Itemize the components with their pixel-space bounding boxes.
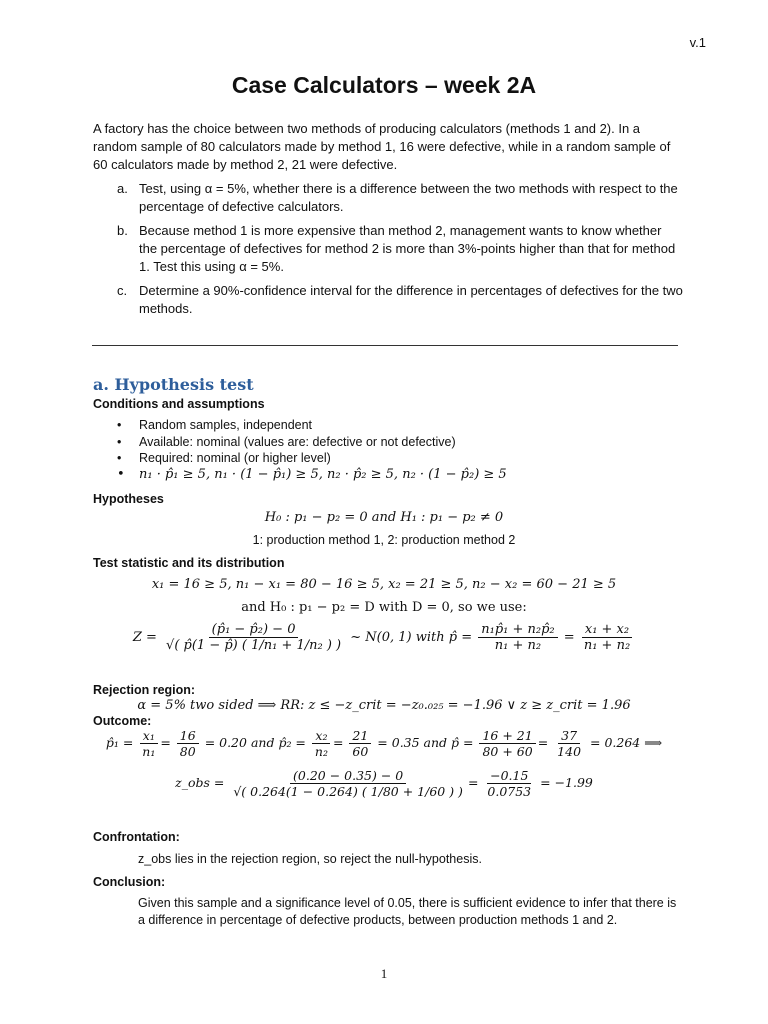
p2-f2-num: 21 (349, 728, 371, 744)
phat2-denominator: n₁ + n₂ (583, 638, 631, 653)
zobs-denominator: √( 0.264(1 − 0.264) ( 1/80 + 1/60 ) ) (233, 784, 463, 799)
p1-f2-num: 16 (177, 728, 199, 744)
p-fraction-2 (554, 728, 584, 759)
question-text: Determine a 90%-confidence interval for the difference in percentages of defectives for the two methods. (139, 283, 683, 316)
p1-f1-num: x₁ (140, 728, 158, 744)
rejection-label: Rejection region: (93, 683, 196, 697)
conclusion-label: Conclusion: (93, 875, 166, 889)
conditions-list (113, 417, 673, 483)
p-f2-num: 37 (558, 728, 580, 744)
intro-paragraph: A factory has the choice between two methods of producing calculators (methods 1 and 2). In a random sample of 80 calculators made by method 1, 16 were defective, while in a random sample of 60 calculators made by method 2, 21 were defective. (93, 121, 671, 172)
z-distribution: ~ N(0, 1) with p̂ = (350, 630, 473, 645)
p1-f2-den: 80 (179, 744, 196, 759)
p-value: = 0.264 ⟹ (590, 735, 663, 750)
hypotheses-note: 1: production method 1, 2: production method 2 (252, 533, 516, 547)
p2-lhs: p̂₂ = (278, 735, 306, 750)
question-label: b. (117, 223, 128, 238)
p2-f2-den: 60 (352, 744, 369, 759)
question-label: a. (117, 181, 128, 196)
test-statistic-hypothesis: and H₀ : p₁ − p₂ = D with D = 0, so we use: (241, 600, 527, 615)
test-statistic-label: Test statistic and its distribution (93, 556, 285, 570)
p-f1-den: 80 + 60 (482, 744, 533, 759)
section-heading: a. Hypothesis test (93, 375, 254, 394)
zobs-equation: z_obs = $\frac{(0.20 - 0.35) - 0}{√( 0.264(1 - 0.264) ( 1/80 + 1/60 ) )}$ = $\frac{-0.15}{0.0753}$ = −1.99 (175, 768, 593, 799)
zobs-fraction (230, 768, 466, 799)
condition-item: • n₁ · p̂₁ ≥ 5, n₁ · (1 − p̂₁) ≥ 5, n₂ · p̂₂ ≥ 5, n₂ · (1 − p̂₂) ≥ 5 (113, 467, 673, 484)
phat-fraction (478, 622, 557, 653)
outcome-equation: p̂₁ = $\frac{\text{x₁}}{\text{n₁}}$ = $\frac{16}{80}$ = 0.20 and p̂₂ = $\frac{\text{x₂}}{\text{n₂}}$ = $\frac{21}{60}$ = 0.35 and p̂ = $\frac{16 + 21}{80 + 60}$ = $\frac{37}{140}$ = 0.264 ⟹ (105, 728, 663, 759)
p2-f1-den: n₂ (314, 744, 328, 759)
p1-value: = 0.20 and (204, 735, 275, 750)
z-formula-lhs: Z = (132, 630, 157, 645)
question-list (93, 180, 683, 324)
p2-value: = 0.35 and (377, 735, 448, 750)
page-number: 1 (380, 966, 388, 981)
condition-item: • Random samples, independent (113, 417, 673, 434)
phat-denominator: n₁ + n₂ (494, 638, 542, 653)
test-statistic-conditions: x₁ = 16 ≥ 5, n₁ − x₁ = 80 − 16 ≥ 5, x₂ = 21 ≥ 5, n₂ − x₂ = 60 − 21 ≥ 5 (151, 577, 617, 592)
p1-f1-den: n₁ (142, 744, 156, 759)
page-title: Case Calculators – week 2A (231, 72, 537, 98)
p1-fraction-2 (177, 728, 199, 759)
question-item (93, 222, 683, 276)
p1-fraction (139, 728, 158, 759)
zobs-f2-num: −0.15 (487, 768, 531, 784)
horizontal-divider (92, 345, 678, 346)
p-f1-num: 16 + 21 (479, 728, 535, 744)
phat-numerator: n₁p̂₁ + n₂p̂₂ (478, 622, 557, 638)
question-item (93, 282, 683, 318)
question-label: c. (117, 283, 128, 298)
version-label: v.1 (689, 35, 706, 50)
condition-item: • Available: nominal (values are: defective or not defective) (113, 434, 673, 451)
zobs-f2-den: 0.0753 (487, 784, 532, 799)
z-denominator: √( p̂(1 − p̂) ( 1/n₁ + 1/n₂ ) ) (166, 638, 342, 653)
p1-lhs: p̂₁ = (105, 735, 134, 750)
z-numerator: (p̂₁ − p̂₂) − 0 (209, 622, 299, 638)
z-formula (0, 622, 768, 653)
zobs-result: = −1.99 (540, 775, 593, 790)
confrontation-label: Confrontation: (93, 830, 180, 844)
conclusion-text: Given this sample and a significance level of 0.05, there is sufficient evidence to infer that there is a difference in percentage of defective products, between production methods 1 and 2. (138, 896, 677, 927)
question-text: Test, using α = 5%, whether there is a difference between the two methods with respect to the percentage of defective calculators. (139, 181, 678, 214)
zobs-fraction-2 (484, 768, 534, 799)
hypotheses-label: Hypotheses (93, 492, 164, 506)
conditions-label: Conditions and assumptions (93, 397, 265, 411)
p-f2-den: 140 (557, 744, 582, 759)
equals-sign: = (563, 630, 575, 645)
question-item (93, 180, 683, 216)
zobs-numerator: (0.20 − 0.35) − 0 (290, 768, 406, 784)
z-fraction (163, 622, 344, 653)
condition-item: • Required: nominal (or higher level) (113, 450, 673, 467)
question-text: Because method 1 is more expensive than method 2, management wants to know whether the percentage of defectives for method 2 is more than 3%-points higher than that for method 1. Test this using α = 5%. (139, 223, 676, 274)
p2-fraction-2 (349, 728, 371, 759)
zobs-lhs: z_obs = (175, 775, 225, 790)
outcome-label: Outcome: (93, 714, 152, 728)
p2-fraction (312, 728, 331, 759)
confrontation-text: z_obs lies in the rejection region, so reject the null-hypothesis. (138, 852, 482, 866)
p2-f1-num: x₂ (312, 728, 330, 744)
p-fraction (479, 728, 535, 759)
hypotheses-equation: H₀ : p₁ − p₂ = 0 and H₁ : p₁ − p₂ ≠ 0 (264, 510, 504, 525)
phat2-numerator: x₁ + x₂ (582, 622, 632, 638)
p-lhs: p̂ = (451, 735, 474, 750)
phat-fraction-2 (581, 622, 633, 653)
rejection-equation: α = 5% two sided ⟹ RR: z ≤ −z_crit = −z₀.₀₂₅ = −1.96 ∨ z ≥ z_crit = 1.96 (137, 698, 631, 713)
